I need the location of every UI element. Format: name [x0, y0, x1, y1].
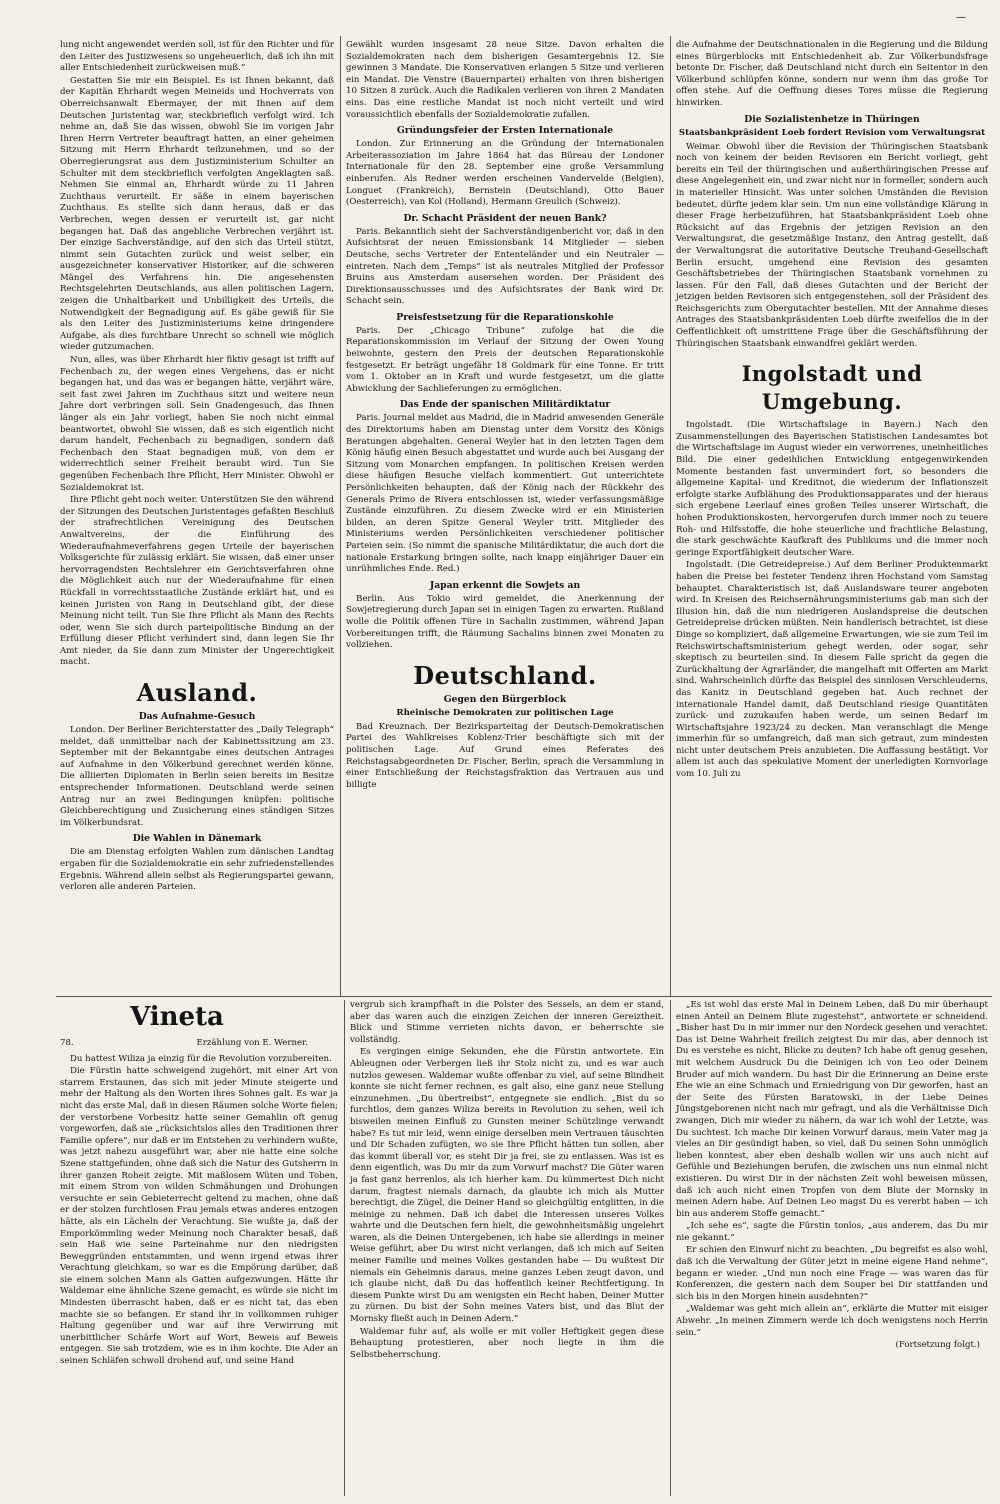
article-heading: Das Ende der spanischen Militärdiktatur [399, 399, 611, 411]
paragraph: Ingolstadt. (Die Getreidepreise.) Auf dem Berliner Produktenmarkt haben die Preise bei festeter Tendenz ihren Hochstand vom Samstag behauptet. Charakteristisch ist, daß Auslandsware teurer angeboten wird. In Kreisen des Reichsernährungsministeriums gab man sich der Illusion hin, daß die nun niedrigeren Auslandspreise die deutschen Getreidepreise drücken müßten. Nein handlerisch betrachtet, ist diese Dinge so kompliziert, daß allgemeine Erwartungen, wie sie zum Teil im Reichswirtschaftsministerium gehegt werden, oder sogar, sehr skeptisch zu beurteilen sind. In diesem Falle spricht da gegen die Zurückhaltung der Agrarländer, die mangelhaft mit Offerten am Markt sind. Wahrscheinlich dürfte das Beispiel des sinnlosen Verschleuderns, das Kanitz in Deutschland gegeben hat. Auch rechnet der internationale Handel damit, daß Deutschland riesige Quantitäten zurück- und zuzukaufen haben werde, um seinen Bedarf im Wirtschaftsjahre 1923/24 zu decken. Man veranschlagt die Menge immerhin für so umfangreich, daß man sich getraut, zum mindesten nicht unter deutschem Preis anzubieten. Die Auffassung bestätigt. Vor allem ist auch das spekulative Moment der unerledigten Kornvorlage vom 10. Juli zu [676, 560, 988, 780]
article-heading: Dr. Schacht Präsident der neuen Bank? [403, 212, 607, 224]
article-heading: Japan erkennt die Sowjets an [429, 579, 581, 591]
paragraph: Paris. Journal meldet aus Madrid, die in Madrid anwesenden Generäle des Direktoriums haben am Dienstag unter dem Vorsitz des Königs Beratungen abgehalten. General Weyler hat in den letzten Tagen dem König häufig einen Besuch abgestattet und wurde auch bei Ausgang der Sitzung vom Monarchen empfangen. In politischen Kreisen werden diese häufigen Besuche vielfach kommentiert. Gut unterrichtete Persönlichkeiten behaupten, daß der König nach der Rückkehr des Generals Primo de Rivera entschlossen ist, wieder verfassungsmäßige Zustände einzuführen. Zu diesem Zwecke wird er ein Ministerien bilden, an deren Spitze General Weyler tritt. Mitglieder des Ministeriums werden Persönlichkeiten verschiedener politischer Parteien sein. (So nimmt die spanische Militärdiktatur, die auch dort die nationale Erstarkung bringen sollte, nach knapp einjähriger Dauer ein unrühmliches Ende. Red.) [346, 413, 664, 575]
paragraph: vergrub sich krampfhaft in die Polster des Sessels, an dem er stand, aber das waren auch die einzigen Zeichen der inneren Gereiztheit. Blick und Stimme verrieten nichts davon, er beherrschte sie vollständig. [350, 1000, 664, 1045]
paragraph: Bad Kreuznach. Der Bezirksparteitag der Deutsch-Demokratischen Partei des Wahlkreises Koblenz-Trier beschäftigte sich mit der politischen Lage. Auf Grund eines Referates des Reichstagsabgeordneten Dr. Fischer, Berlin, sprach die Versammlung in einer Entschließung der Reichstagsfraktion das Vertrauen aus und billigte [346, 721, 664, 790]
column-1 [56, 40, 338, 970]
paragraph: Ingolstadt. (Die Wirtschaftslage in Bayern.) Nach den Zusammenstellungen des Bayerischen Statistischen Landesamtes bot die Wirtschaftslage im August wieder ein verworrenes, uneinheitliches Bild. Die einer gedeihlichen Entwicklung entgegenwirkenden Momente bestanden fast unvermindert fort, so besonders die allgemeine Kapital- und Kreditnot, die wiederum der Inflationszeit erfolgte starke Aufblähung des Produktionsapparates und der hieraus sich ergebene Leerlauf eines großen Teiles unserer Wirtschaft, die hohen Produktionskosten, hervorgerufen durch immer noch zu teuere Roh- und Hilfsstoffe, die hohe steuerliche und frachtliche Belastung, die stark geschwächte Kaufkraft des Publikums und die immer noch geringe Exportfähigkeit deutscher Ware. [676, 420, 988, 558]
article-heading: Die Sozialistenhetze in Thüringen [744, 113, 920, 125]
article-heading: Die Wahlen in Dänemark [132, 833, 262, 845]
paragraph: Er schien den Einwurf nicht zu beachten. „Du begreifst es also wohl, daß ich die Verwaltung der Güter jetzt in meine eigene Hand nehme“, begann er wieder. „Und nun noch eine Frage — was waren das für Konferenzen, die gestern nach dem Souper bei Dir stattfanden und sich bis in den Morgen hinein ausdehnten?“ [676, 1245, 988, 1302]
paragraph: Weimar. Obwohl über die Revision der Thüringischen Staatsbank noch von keinem der beiden Revisoren ein Bericht vorliegt, geht bereits ein Teil der thüringischen und außerthüringischen Presse auf diese Angelegenheit ein, und zwar nicht nur in formeller, sondern auch in materieller Hinsicht. Was unter solchen Umständen die Revision bedeutet, dürfte jedem klar sein. Um nun eine vollständige Klärung in dieser Frage herbeizuführen, hat Staatsbankpräsident Loeb ohne Rücksicht auf das Ergebnis der jetzigen Revision an den Verwaltungsrat, die gesetzmäßige Instanz, den Antrag gestellt, daß der Verwaltungsrat die autoritative Deutsche Treuhand-Gesellschaft Berlin ersucht, umgehend eine Revision des gesamten Geschäftsbetriebes der Thüringischen Staatsbank vornehmen zu lassen. Für den Fall, daß dieses Gutachten und der Bericht der jetzigen beiden Revisoren sich entgegenstehen, soll der Präsident des Reichsgerichts zum Obergutachter bestellen. Mit der Annahme dieses Antrages des Staatsbankpräsidenten Loeb dürfte zweifellos die in der Oeffentlichkeit oft umstrittene Frage über die Geschäftsführung der Thüringischen Staatsbank einwandfrei geklärt werden. [676, 141, 988, 349]
article-heading: Preisfestsetzung für die Reparationskohle [396, 311, 614, 323]
section-heading-ausland: Ausland. [136, 678, 258, 708]
paragraph: Berlin. Aus Tokio wird gemeldet, die Anerkennung der Sowjetregierung durch Japan sei in einigen Tagen zu erwarten. Rußland wolle die Politik offenen Türe in Sachalin zustimmen, während Japan Vorbereitungen trifft, die Räumung Sachalins binnen zwei Monaten zu vollziehen. [346, 593, 664, 651]
paragraph: Die am Dienstag erfolgten Wahlen zum dänischen Landtag ergaben für die Sozialdemokratie ein sehr zufriedenstellendes Ergebnis. Während allein selbst als Regierungspartei gewann, verloren alle anderen Parteien. [60, 847, 334, 893]
paragraph: Nun, alles, was über Ehrhardt hier fiktiv gesagt ist trifft auf Fechenbach zu, der wegen eines Vergehens, das er nicht begangen hat, und das was er begangen hätte, verjährt wäre, seit fast zwei Jahren im Zuchthaus sitzt und weitere neun Jahre dort verbringen soll. Sein Gnadengesuch, das Ihnen länger als ein Jahr vorliegt, haben Sie noch nicht einmal beantwortet, obwohl Sie wissen, daß es sich eigentlich nicht darum handelt, Fechenbach zu begnadigen, sondern daß Fechenbach den Staat begnadigen muß, von dem er widerrechtlich seiner Freiheit beraubt wird. Tun Sie gegenüben Fechenbach Ihre Pflicht, Herr Minister. Obwohl er Sozialdemokrat ist. [60, 355, 334, 493]
serial-byline: Erzählung von E. Werner. [196, 1038, 308, 1048]
paragraph: Gewählt wurden insgesamt 28 neue Sitze. Davon erhalten die Sozialdemokraten nach dem bisherigen Gesamtergebnis 12. Sie gewinnen 3 Mandate. Die Konservativen erlangen 5 Sitze und verlieren ein Mandat. Die Venstre (Bauernpartei) erhalten von ihren bisherigen 10 Sitzen 8 zurück. Auch die Radikalen verlieren von ihren 2 Mandaten eins. Das eine restliche Mandat ist noch nicht verteilt und wird voraussichtlich ebenfalls der Sozialdemokratie zufallen. [346, 40, 664, 120]
article-subheading: Rheinische Demokraten zur politischen Lage [396, 707, 614, 718]
paragraph: Ihre Pflicht geht noch weiter. Unterstützen Sie den während der Sitzungen des Deutschen Juristentages gefaßten Beschluß der strafrechtlichen Vereinigung des Deutschen Anwaltvereins, der die Einführung des Wiederaufnahmeverfahrens gegen Urteile der bayerischen Volksgerichte für zulässig erklärt. Sie wissen, daß einer unser hervorragendsten Rechtslehrer ein Gerichtsverfahren ohne die Möglichkeit auch nur der Wiederaufnahme für einen Rückfall in vorrechtsstaatliche Zustände erklärt hat, und es keinen Juristen von Rang in Deutschland gibt, der diese Meinung nicht teilt. Tun Sie Ihre Pflicht als Mann des Rechts oder, wenn Sie sich durch parteipolitische Bindung an der Erfüllung dieser Pflicht verhindert sind, dann legen Sie Ihr Amt nieder, da Sie dann zum Minister der Ungerechtigkeit macht. [60, 495, 334, 668]
paragraph: „Waldemar was geht mich allein an“, erklärte die Mutter mit eisiger Abwehr. „In meinen Zimmern werde ich doch wenigstens noch Herrin sein.“ [676, 1304, 988, 1338]
paragraph: Paris. Bekanntlich sieht der Sachverständigenbericht vor, daß in den Aufsichtsrat der neuen Emissionsbank 14 Mitglieder — sieben Deutsche, sechs Vertreter der Ententeländer und ein Neutraler — eintreten. Nach dem „Temps“ ist als neutrales Mitglied der Professor Bruins aus Amsterdam ausersehen worden. Der Präsident des Direktionsausschusses und des Aufsichtsrates der Bank wird Dr. Schacht sein. [346, 226, 664, 307]
section-heading-ingolstadt: Ingolstadt und Umgebung. [741, 361, 923, 415]
paragraph: Es vergingen einige Sekunden, ehe die Fürstin antwortete. Ein Ableugnen oder Verbergen ließ ihr Stolz nicht zu, und es war auch nutzlos gewesen. Waldemar wußte offenbar zu viel, auf seine Blindheit konnte sie nicht ferner rechnen, es galt also, eine ganz neue Stellung einzunehmen. „Du übertreibst“, entgegnete sie endlich. „Bist du so furchtlos, dem ganzes Wiliza bereits in Revolution zu sehen, weil ich bisweilen meinen Einfluß zu Gunsten meiner Schützlinge verwandt habe? Es tut mir leid, wenn einige derselben mein Vertrauen täuschten und Dir Schaden zufügten, wo sie Ihre Pflicht hätten tun sollen, aber das kommt überall vor, es steht Dir ja frei, sie zu entlassen. Was ist es denn eigentlich, was Du mir da zum Vorwurf machst? Die Güter waren ja fast ganz herrenlos, als ich hierher kam. Du kümmertest Dich nicht darum, fragtest niemals darnach, da glaubte ich mich als Mutter berechtigt, die Zügel, die Deiner Hand so gleichgültig entglitten, in die meinige zu nehmen. Daß ich dabei die Interessen unseres Volkes wahrte und die Deutschen fern hielt, die gewohnheitsmäßig ungelehrt waren, als die Deinen Untergebenen, ich habe sie allerdings in meiner Weise geführt, aber Du wirst nicht verlangen, daß ich mich auf Seiten meiner Familie und meines Volkes gestanden habe — Du wußtest Dir niemals ein Geheimnis daraus, meine ganzes Leben zeugt davon, und ich glaube nicht, daß Du das hoffentlich keiner Rechtfertigung. In diesem Punkte wirst Du am wenigsten ein Recht haben, Deiner Mutter zu zürnen. Du bist der Sohn meines Vaters bist, und das Blut der Mornsky fließt auch in Deinen Adern.“ [350, 1047, 664, 1325]
column-2 [342, 40, 668, 1030]
serial-column-2 [346, 1000, 668, 1495]
paragraph: die Aufnahme der Deutschnationalen in die Regierung und die Bildung eines Bürgerblocks mit Entschiedenheit ab. Zur Völkerbundsfrage betonte Dr. Fischer, daß Deutschland nicht durch ein Seitentor in den Völkerbund schlüpfen könne, sondern nur wenn ihm das große Tor offen stehe. Auf die Oeffnung dieses Tores müsse die Regierung hinwirken. [676, 40, 988, 108]
serial-column-3 [672, 1000, 992, 1495]
paragraph: „Ich sehe es“, sagte die Fürstin tonlos, „aus anderem, das Du mir nie gekannt.“ [676, 1221, 988, 1243]
serial-column-1 [56, 1000, 342, 1495]
paragraph: London. Zur Erinnerung an die Gründung der Internationalen Arbeiterassoziation im Jahre 1864 hat das Büreau der Londoner Internationale für den 28. September eine große Versammlung einberufen. Als Redner werden erscheinen Vandervelde (Belgien), Longuet (Frankreich), Bernstein (Deutschland), Otto Bauer (Oesterreich), van Kol (Holland), Hermann Greulich (Schweiz). [346, 139, 664, 208]
serial-title: Vineta [130, 1002, 224, 1032]
column-divider [670, 36, 671, 996]
paragraph: Gestatten Sie mir ein Beispiel. Es ist Ihnen bekannt, daß der Kapitän Ehrhardt wegen Meineids und Hochverrats von Oberreichsanwalt Ebermayer, der mit Ihnen auf dem Deutschen Juristentag war, steckbrieflich verfolgt wird. Ich nehme an, daß Sie das wissen, obwohl Sie im vorigen Jahr Ihren Herrn Vertreter beauftragt hatten, an einer geheimen Sitzung mit Herrn Ehrhardt teilzunehmen, und so der Oberregierungsrat aus dem Justizministerium Schulter an Schulter mit dem steckbrieflich verfolgten Angeklagten saß. Nehmen Sie einmal an, Ehrhardt würde zu 11 Jahren Zuchthaus verurteilt. Er säße in einem bayerischen Zuchthaus. Es stellte sich dann heraus, daß er das Verbrechen, wegen dessen er verurteilt ist, gar nicht begangen hat. Daß das angebliche Verbrechen verjährt ist. Der einzige Sachverständige, auf den sich das Urteil stützt, nimmt sein Gutachten zurück und weist selber, ein ausgezeichneter konservativer Historiker, auf die schweren Mängel des Verfahrens hin. Die angesehensten Rechtsgelehrten Deutschlands, aus allen politischen Lagern, zeigen die Unhaltbarkeit und Unbilligkeit des Urteils, die Notwendigkeit der Begnadigung auf. Es gäbe gewiß für Sie als den Leiter des Justizministeriums keine dringendere Aufgabe, als dies furchtbare Unrecht so schnell wie möglich wieder gutzumachen. [60, 75, 334, 353]
paragraph: Waldemar fuhr auf, als wolle er mit voller Heftigkeit gegen diese Behauptung protestieren, aber noch liegte in ihm die Selbstbeherrschung. [350, 1326, 664, 1360]
page-corner-mark: — [956, 12, 966, 23]
serial-meta [60, 1038, 338, 1050]
serial-number: 78. [60, 1038, 74, 1048]
section-heading-deutschland: Deutschland. [413, 660, 597, 690]
article-subheading: Staatsbankpräsident Loeb fordert Revision vom Verwaltungsrat [678, 127, 986, 138]
article-heading: Gegen den Bürgerblock [443, 693, 567, 705]
paragraph: Du hattest Wiliza ja einzig für die Revolution vorzubereiten. [70, 1053, 332, 1064]
article-heading: Das Aufnahme-Gesuch [138, 711, 256, 723]
column-3 [672, 40, 992, 1005]
article-heading: Gründungsfeier der Ersten Internationale [396, 125, 614, 137]
paragraph: Die Fürstin hatte schweigend zugehört, mit einer Art von starrem Erstaunen, das sich mit jeder Minute steigerte und mehr der Haltung als den Worten ihres Sohnes galt. Es war ja nicht das erste Mal, daß in diesen Räumen solche Worte fielen; der verstorbene Vorbesitz hatte seiner Gemahlin oft genug vorgeworfen, daß sie „rücksichtslos alles den Traditionen ihrer Familie opfere“, nur daß er im Entstehen zu verhindern wußte, was jetzt nahezu ausgeführt war, aber nie hatte eine solche Szene stattgefunden, ohne daß sich die Natur des Gutsherrn in ihrer ganzen Roheit zeigte. Mit maßlosem Wüten und Toben, mit einem Strom von wilden Schmähungen und Drohungen versuchte er sein Gebieterrecht geltend zu machen, ohne daß er der stolzen furchtlosen Frau jemals etwas anderes entzogen hätte, als ein Lächeln der Verachtung. Sie wußte ja, daß der Emporkömmling weder Meinung noch Charakter besaß, daß sein Haß wie seine Parteinahme nur den niedrigsten Beweggründen entstammten, und wenn irgend etwas ihrer Verachtung gleichkam, so war es die Empörung darüber, daß sie einem solchen Mann als Gatten aufgezwungen. Hätte ihr Waldemar eine ähnliche Szene gemacht, es würde sie nicht im Mindesten überrascht haben, daß er es nicht tat, das eben machte sie so befangen. Er stand ihr in vollkommen ruhiger Haltung gegenüber und war auf ihre Verwirrung mit unerbittlicher Schärfe Wort auf Wort, Beweis auf Beweis entgegen. Sie sah trotzdem, wie es in ihm kochte. Die Ader an seinen Schläfen schwoll drohend auf, und seine Hand [60, 1066, 338, 1367]
paragraph: London. Der Berliner Berichterstatter des „Daily Telegraph“ meldet, daß unmittelbar nach der Kabinettssitzung am 23. September mit der Bekanntgabe eines deutschen Antrages auf Aufnahme in den Völkerbund gerechnet werden könne. Die alliierten Diplomaten in Berlin seien bereits im Besitze entsprechender Informationen. Deutschland werde seinen Antrag nur an zwei Bedingungen knüpfen: politische Gleichberechtigung und Zusicherung eines ständigen Sitzes im Völkerbundsrat. [60, 725, 334, 828]
paragraph: Paris. Der „Chicago Tribune“ zufolge hat die die Reparationskommission im Verlauf der Sitzung der Owen Young beiwohnte, gestern den Preis der deutschen Reparationskohle festgesetzt. Er beträgt ungefähr 18 Goldmark für eine Tonne. Er tritt vom 1. Oktober an in Kraft und wurde festgesetzt, um die glatte Abwicklung der Sachlieferungen zu ermöglichen. [346, 325, 664, 394]
continued-note: (Fortsetzung folgt.) [895, 1340, 980, 1351]
paragraph: lung nicht angewendet werden soll, ist für den Richter und für den Leiter des Justizwesens so ungeheuerlich, daß ich ihn mit aller Entschiedenheit zurückweisen muß.“ [60, 40, 334, 74]
paragraph: „Es ist wohl das erste Mal in Deinem Leben, daß Du mir überhaupt einen Anteil an Deinem Blute zugestehst“, antwortete er schneidend. „Bisher hast Du in mir immer nur den Nordeck gesehen und verachtet. Das ist Deine Wahrheit freilich zeigtest Du mir das, aber dennoch ist Du es verstehe es nicht, Blicke zu deuten? Ich habe oft genug gesehen, mit welchem Ausdruck Du die Deinigen ich von Leo oder Deinem Bruder auf mich wandern. Du hast Dir die Erinnerung an Deine erste Ehe wie an eine Schmach und Erniedrigung von Dir geworfen, hast an der Seite des Fürsten Baratowski, in der Liebe Deines Jüngstgeborenen nicht nach mir gefragt, und als die Verhältnisse Dich zwangen, Dich mir wieder zu nähern, da war ich wohl der Letzte, was Du suchtest. Ich mache Dir keinen Vorwurf daraus, mein Vater mag ja vieles an Dir gesündigt haben, so viel, daß Du seinen Sohn unmöglich lieben konntest, aber eben deshalb wollen wir uns auch nicht auf Gefühle und Beziehungen berufen, die zwischen uns nun einmal nicht existieren. Du wirst Dir in der nächsten Zeit wohl beweisen müssen, daß ich auch nicht einen Tropfen von dem Blute der Mornsky in meinen Adern habe. Auf Deinen Leo magst Du es vererbt haben — ich bin aus anderem Stoffe gemacht.“ [676, 1000, 988, 1219]
column-divider [340, 36, 341, 996]
serial-story [56, 1000, 992, 1495]
